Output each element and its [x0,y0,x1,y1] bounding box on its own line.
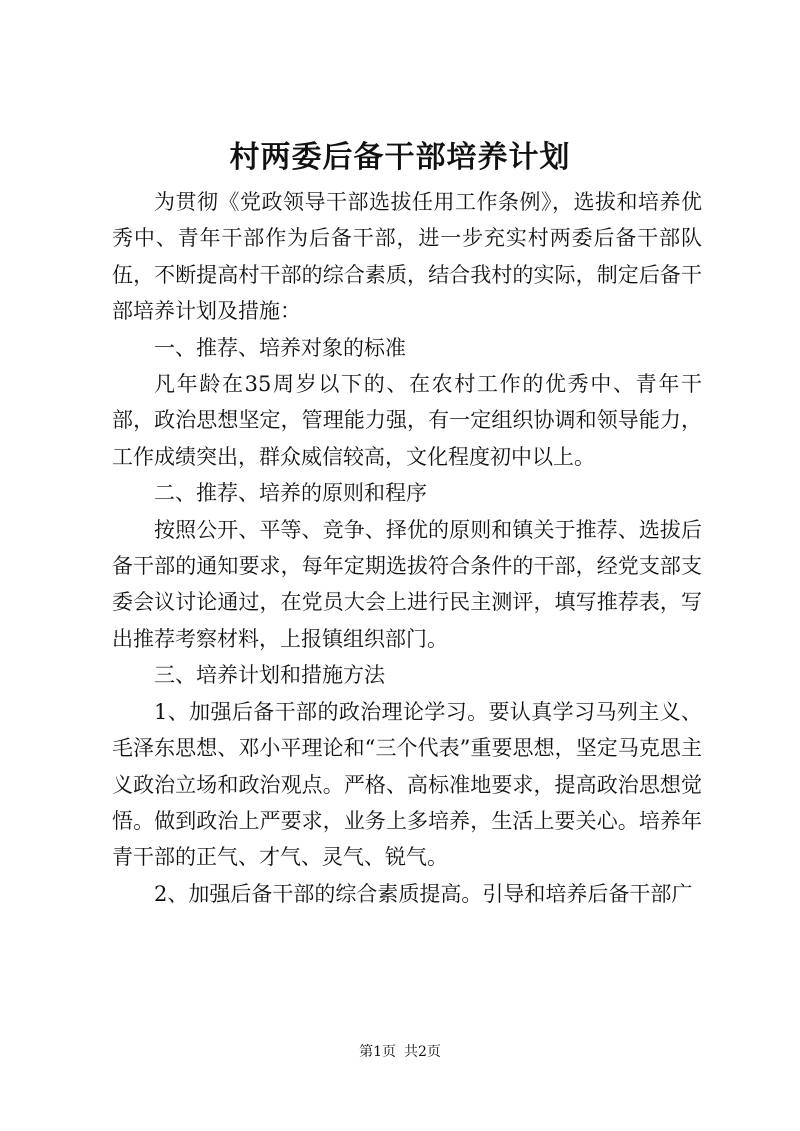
intro-paragraph: 为贯彻《党政领导干部选拔任用工作条例》，选拔和培养优秀中、青年干部作为后备干部，进一步充实村两委后备干部队伍，不断提高村干部的综合素质，结合我村的实际，制定后备干部培养计划及措施： [112,190,702,324]
page-total: 共2页 [404,1044,441,1060]
document-title: 村两委后备干部培养计划 [229,140,571,175]
section-heading-3: 三、培养计划和措施方法 [154,663,385,688]
section-2-paragraph: 按照公开、平等、竞争、择优的原则和镇关于推荐、选拔后备干部的通知要求，每年定期选拔符合条件的干部，经党支部支委会议讨论通过，在党员大会上进行民主测评，填写推荐表，写出推荐考察材料，上报镇组织部门。 [112,517,702,651]
section-1-paragraph: 凡年龄在35周岁以下的、在农村工作的优秀中、青年干部，政治思想坚定，管理能力强，有一定组织协调和领导能力，工作成绩突出，群众威信较高，文化程度初中以上。 [112,372,702,469]
section-heading-2: 二、推荐、培养的原则和程序 [154,481,427,506]
document-body [112,184,702,912]
measure-2-paragraph: 2、加强后备干部的综合素质提高。引导和培养后备干部广 [154,881,693,906]
page-number: 第1页 [359,1044,396,1060]
section-heading-1: 一、推荐、培养对象的标准 [154,335,406,360]
measure-1-paragraph: 1、加强后备干部的政治理论学习。要认真学习马列主义、毛泽东思想、邓小平理论和“三个代表”重要思想，坚定马克思主义政治立场和政治观点。严格、高标准地要求，提高政治思想觉悟。做到政治上严要求，业务上多培养，生活上要关心。培养年青干部的正气、才气、灵气、锐气。 [112,699,702,870]
page-footer [0,1042,800,1062]
